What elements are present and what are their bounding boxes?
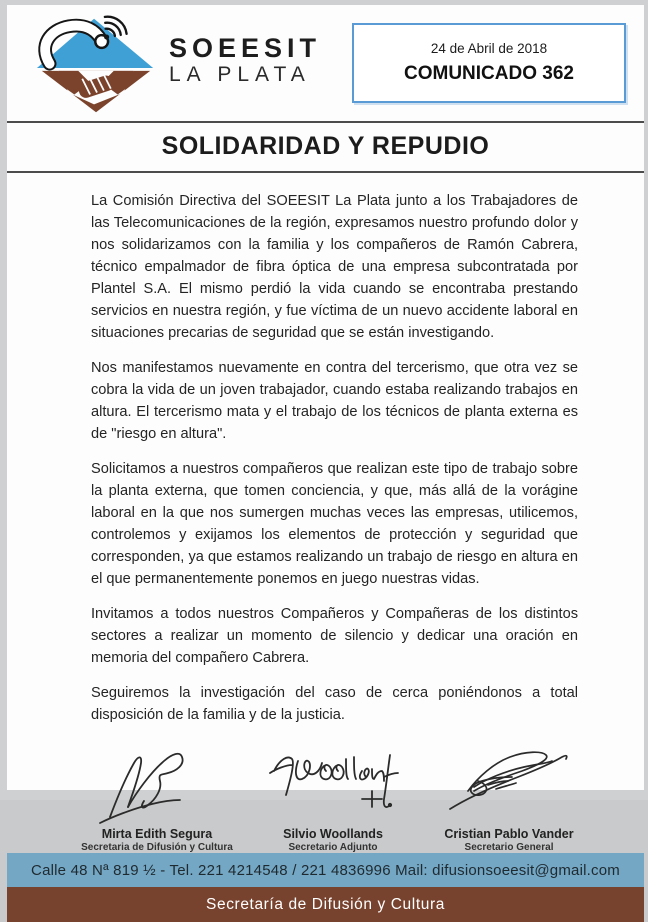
comunicado-number: COMUNICADO 362: [404, 63, 574, 84]
paragraph-1: La Comisión Directiva del SOEESIT La Plata junto a los Trabajadores de las Telecomunicaciones de la región, expresamos nuestro profundo dolor y nos solidarizamos con la familia y los compañeros de Ramón Cabrera, técnico empalmador de fibra óptica de una empresa subcontratada por Plantel S.A. El mismo perdió la vida cuando se encontraba prestando servicios en nuestra región, y fue víctima de un nuevo accidente laboral en situaciones precarias de seguridad que se están investigando.: [91, 193, 578, 341]
header: [7, 5, 644, 113]
paragraph-3: Solicitamos a nuestros compañeros que realizan este tipo de trabajo sobre la planta externa, que tomen conciencia, y que, más allá de la vorágine laboral en la que nos sumergen muchas veces las empresas, utilicemos, controlemos y exijamos los elementos de protección y seguridad que corresponden, ya que estamos realizando un trabajo de riesgo en altura en el que permanentemente ponemos en juego nuestras vidas.: [91, 461, 578, 587]
logo-text: [169, 35, 321, 87]
signature-scribble-icon: [253, 747, 413, 825]
comunicado-box: [352, 23, 626, 103]
union-logo-icon: [33, 15, 161, 115]
signature-scribble-icon: [414, 747, 604, 825]
signer-role: Secretario Adjunto: [288, 842, 378, 853]
footer-contact-bar: Calle 48 Nª 819 ½ - Tel. 221 4214548 / 221 4836996 Mail: difusionsoeesit@gmail.com: [7, 853, 644, 887]
signer-name: Silvio Woollands: [283, 827, 383, 841]
signature-scribble-icon: [62, 747, 252, 825]
footer-department-bar: Secretaría de Difusión y Cultura: [7, 887, 644, 922]
paragraph-2: Nos manifestamos nuevamente en contra del tercerismo, que otra vez se cobra la vida de un joven trabajador, cuando estaba realizando trabajos en altura. El tercerismo mata y el trabajo de los técnicos de planta externa es de "riesgo en altura".: [91, 360, 578, 442]
signature-block-vander: [414, 747, 604, 853]
signature-block-woollands: [253, 747, 413, 853]
signer-role: Secretaria de Difusión y Cultura: [81, 842, 233, 853]
paragraph-5: Seguiremos la investigación del caso de cerca poniéndonos a total disposición de la familia y de la justicia.: [91, 685, 578, 723]
footer: [7, 853, 644, 922]
logo-title: SOEESIT: [169, 33, 322, 63]
date: 24 de Abril de 2018: [430, 41, 548, 56]
document: [7, 5, 644, 913]
signer-name: Mirta Edith Segura: [101, 827, 213, 841]
page-title: SOLIDARIDAD Y REPUDIO: [161, 132, 490, 160]
title-band: [7, 121, 644, 173]
signatures: [7, 739, 644, 853]
logo: [33, 15, 321, 113]
logo-subtitle: LA PLATA: [169, 63, 311, 86]
signature-block-segura: [62, 747, 252, 853]
body: [7, 173, 644, 739]
paragraph-4: Invitamos a todos nuestros Compañeros y Compañeras de los distintos sectores a realizar un momento de silencio y dedicar una oración en memoria del compañero Cabrera.: [91, 606, 578, 666]
signer-name: Cristian Pablo Vander: [444, 827, 574, 841]
signer-role: Secretario General: [464, 842, 554, 853]
